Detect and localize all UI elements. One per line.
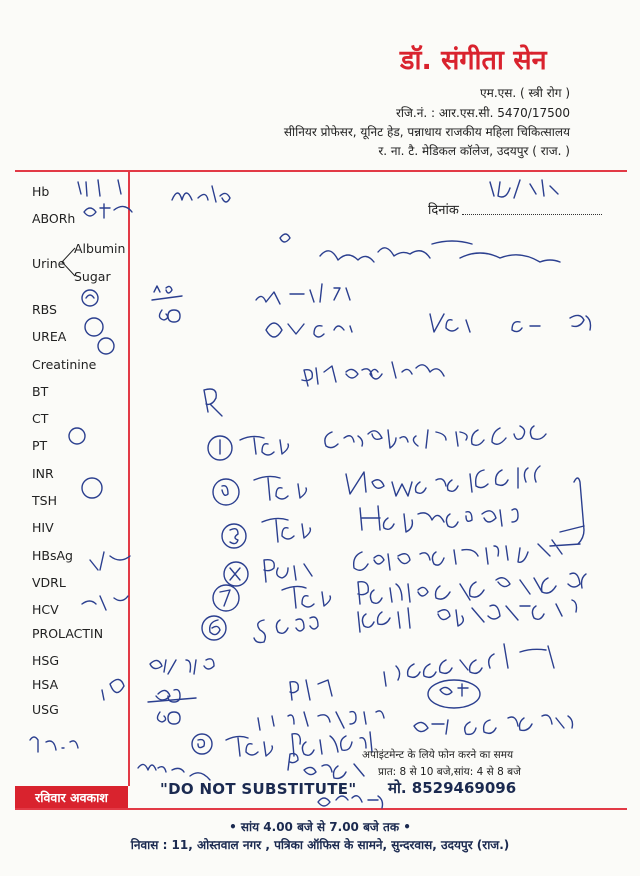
urine-albumin-label: Albumin bbox=[74, 241, 126, 256]
doctor-name: डॉ. संगीता सेन bbox=[400, 45, 547, 76]
lab-test-label: HCV bbox=[32, 602, 59, 617]
lab-test-label: VDRL bbox=[32, 575, 66, 590]
lab-test-label: PROLACTIN bbox=[32, 626, 104, 641]
lab-test-label: Hb bbox=[32, 184, 50, 199]
appointment-note: अपोइंटमेन्ट के लिये फोन करने का समय bbox=[362, 749, 514, 761]
evening-hours: • सांय 4.00 बजे से 7.00 बजे तक • bbox=[229, 820, 411, 834]
lab-test-label: BT bbox=[32, 384, 49, 399]
lab-test-label: ABORh bbox=[32, 211, 76, 226]
lab-test-label: HIV bbox=[32, 520, 54, 535]
lab-test-label: Creatinine bbox=[32, 357, 97, 372]
mobile-number: मो. 8529469096 bbox=[388, 779, 517, 797]
lab-test-label: UREA bbox=[32, 329, 67, 344]
lab-test-label: PT bbox=[32, 438, 48, 453]
lab-test-label: HSG bbox=[32, 653, 60, 668]
lab-test-label: RBS bbox=[32, 302, 57, 317]
lab-test-label: INR bbox=[32, 466, 54, 481]
lab-test-label: CT bbox=[32, 411, 49, 426]
urine-sugar-label: Sugar bbox=[74, 269, 111, 284]
lab-test-label: HSA bbox=[32, 677, 59, 692]
lab-test-label: Urine bbox=[32, 256, 66, 271]
college-name: र. ना. टै. मेडिकल कॉलेज, उदयपुर ( राज. ) bbox=[378, 144, 570, 158]
doctor-position: सीनियर प्रोफेसर, यूनिट हेड, पन्नाधाय राजकीय महिला चिकित्सालय bbox=[283, 125, 570, 139]
do-not-substitute: "DO NOT SUBSTITUTE" bbox=[160, 780, 357, 798]
doctor-degree: एम.एस. ( स्त्री रोग ) bbox=[480, 86, 570, 100]
residence-address: निवास : 11, ओस्तवाल नगर , पत्रिका ऑफिस के सामने, सुन्दरवास, उदयपुर (राज.) bbox=[130, 838, 510, 852]
date-label: दिनांक bbox=[428, 203, 459, 218]
lab-test-label: TSH bbox=[32, 493, 57, 508]
lab-test-label: USG bbox=[32, 702, 59, 717]
appointment-timing: प्रात: 8 से 10 बजे,सांय: 4 से 8 बजे bbox=[378, 766, 521, 778]
sunday-holiday-badge: रविवार अवकाश bbox=[15, 786, 128, 808]
registration-number: रजि.नं. : आर.एस.सी. 5470/17500 bbox=[395, 106, 570, 120]
lab-test-label: HBsAg bbox=[32, 548, 73, 563]
